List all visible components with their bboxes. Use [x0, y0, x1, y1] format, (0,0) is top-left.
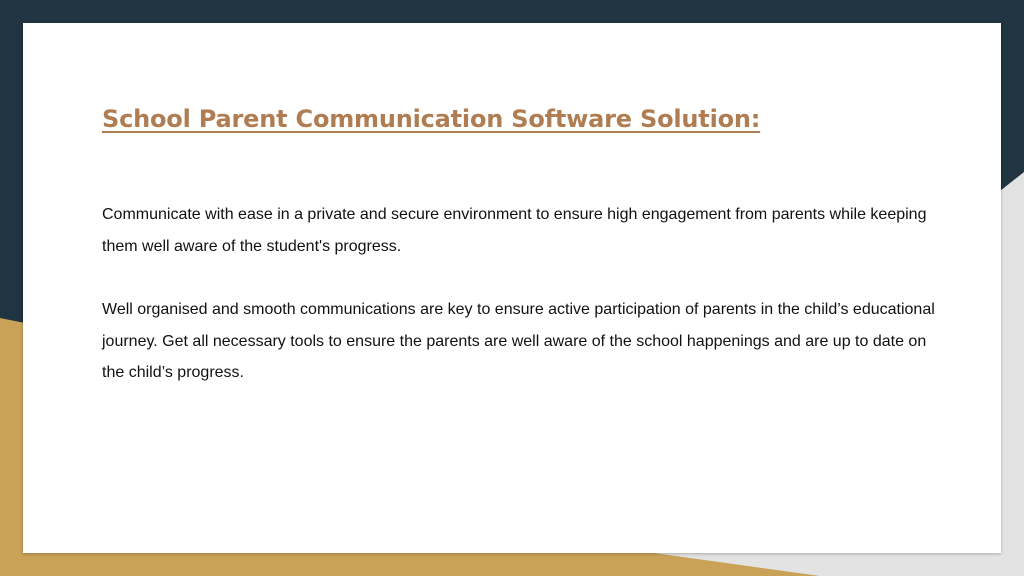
slide-panel	[23, 23, 1001, 553]
paragraph-1: Communicate with ease in a private and secure environment to ensure high engagement from parents while keeping them well aware of the student's progress.	[102, 206, 927, 255]
slide-title: School Parent Communication Software Solution:	[102, 105, 761, 133]
slide-body	[102, 199, 942, 421]
paragraph-2: Well organised and smooth communications are key to ensure active participation of parents in the child’s educational journey. Get all necessary tools to ensure the parents are well aware of the school happenings and are up to date on the child’s progress.	[102, 301, 935, 381]
